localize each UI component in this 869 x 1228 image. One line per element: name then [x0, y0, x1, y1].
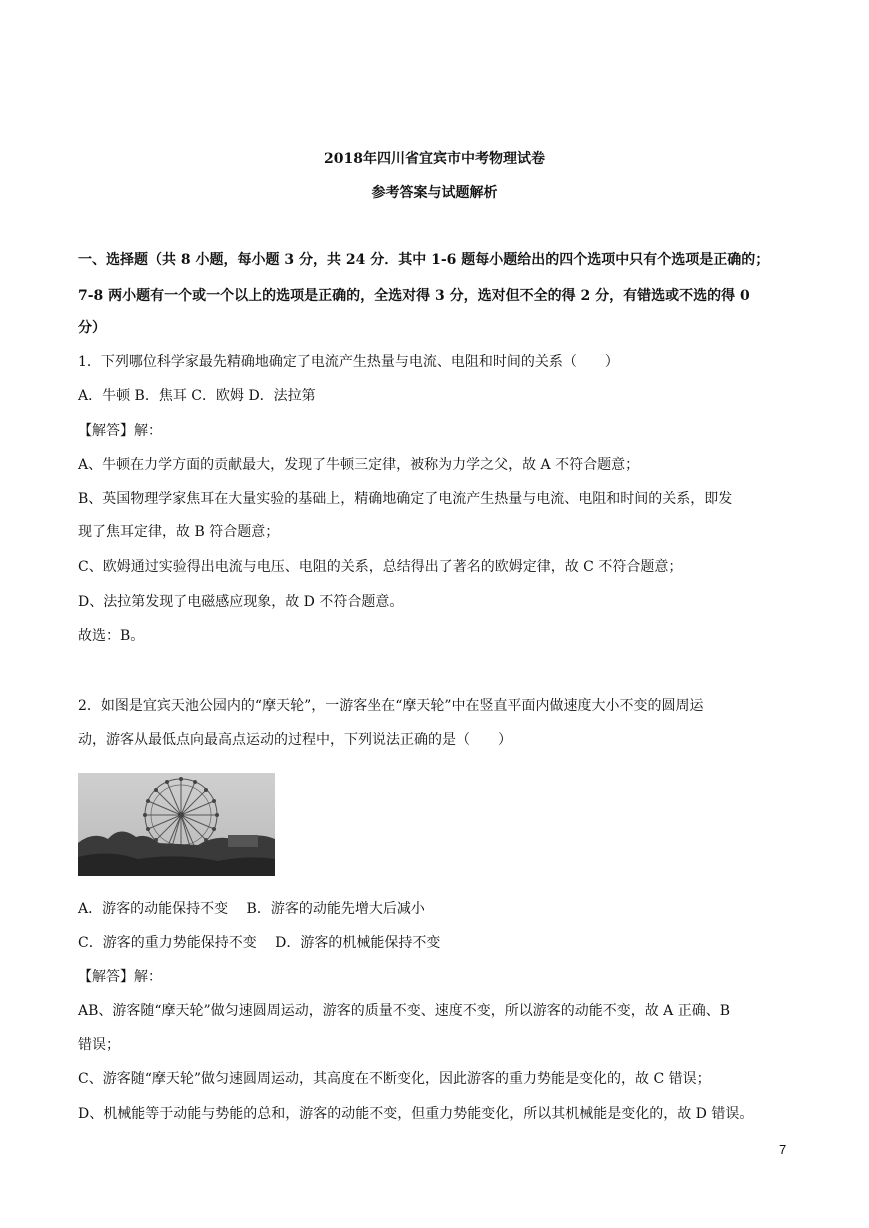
- q2-explanation-ab-line-2: 错误；: [78, 1037, 120, 1053]
- q1-explanation-b-line-1: B、英国物理学家焦耳在大量实验的基础上，精确地确定了电流产生热量与电流、电阻和时间的关系，即发: [78, 491, 733, 507]
- q2-explanation-c: C、游客随“摩天轮”做匀速圆周运动，其高度在不断变化，因此游客的重力势能是变化的，故 C 错误；: [78, 1071, 711, 1087]
- q2-answer-label: 【解答】解：: [78, 969, 162, 985]
- section-heading-line-3: 分）: [78, 320, 106, 336]
- q1-options: A．牛顿 B．焦耳 C．欧姆 D．法拉第: [78, 388, 316, 404]
- q1-conclusion: 故选：B。: [78, 628, 145, 644]
- q2-options-cd: C．游客的重力势能保持不变 D．游客的机械能保持不变: [78, 935, 441, 951]
- q2-explanation-ab-line-1: AB、游客随“摩天轮”做匀速圆周运动，游客的质量不变、速度不变，所以游客的动能不变，故 A 正确、B: [78, 1003, 731, 1019]
- page-title: 2018年四川省宜宾市中考物理试卷: [324, 151, 545, 167]
- section-heading-line-1: 一、选择题（共 8 小题，每小题 3 分，共 24 分．其中 1-6 题每小题给出的四个选项中只有个选项是正确的；: [78, 252, 770, 268]
- q1-explanation-b-line-2: 现了焦耳定律，故 B 符合题意；: [78, 524, 280, 540]
- q1-explanation-d: D、法拉第发现了电磁感应现象，故 D 不符合题意。: [78, 594, 404, 610]
- q2-options-ab: A．游客的动能保持不变 B．游客的动能先增大后减小: [78, 901, 425, 917]
- page-number: 7: [779, 1142, 787, 1157]
- q2-question-line-1: 2．如图是宜宾天池公园内的“摩天轮”，一游客坐在“摩天轮”中在竖直平面内做速度大小不变的圆周运: [78, 698, 704, 714]
- q1-answer-label: 【解答】解：: [78, 423, 162, 439]
- q1-question: 1．下列哪位科学家最先精确地确定了电流产生热量与电流、电阻和时间的关系（ ）: [78, 354, 619, 370]
- ferris-wheel-photo: [78, 773, 275, 876]
- q1-explanation-a: A、牛顿在力学方面的贡献最大，发现了牛顿三定律，被称为力学之父，故 A 不符合题意；: [78, 457, 640, 473]
- section-heading-line-2: 7-8 两小题有一个或一个以上的选项是正确的，全选对得 3 分，选对但不全的得 2 分，有错选或不选的得 0: [78, 288, 750, 304]
- page-subtitle: 参考答案与试题解析: [371, 185, 498, 201]
- q2-explanation-d: D、机械能等于动能与势能的总和，游客的动能不变，但重力势能变化，所以其机械能是变化的，故 D 错误。: [78, 1106, 754, 1122]
- q1-explanation-c: C、欧姆通过实验得出电流与电压、电阻的关系，总结得出了著名的欧姆定律，故 C 不符合题意；: [78, 559, 683, 575]
- q2-question-line-2: 动，游客从最低点向最高点运动的过程中，下列说法正确的是（ ）: [78, 732, 512, 748]
